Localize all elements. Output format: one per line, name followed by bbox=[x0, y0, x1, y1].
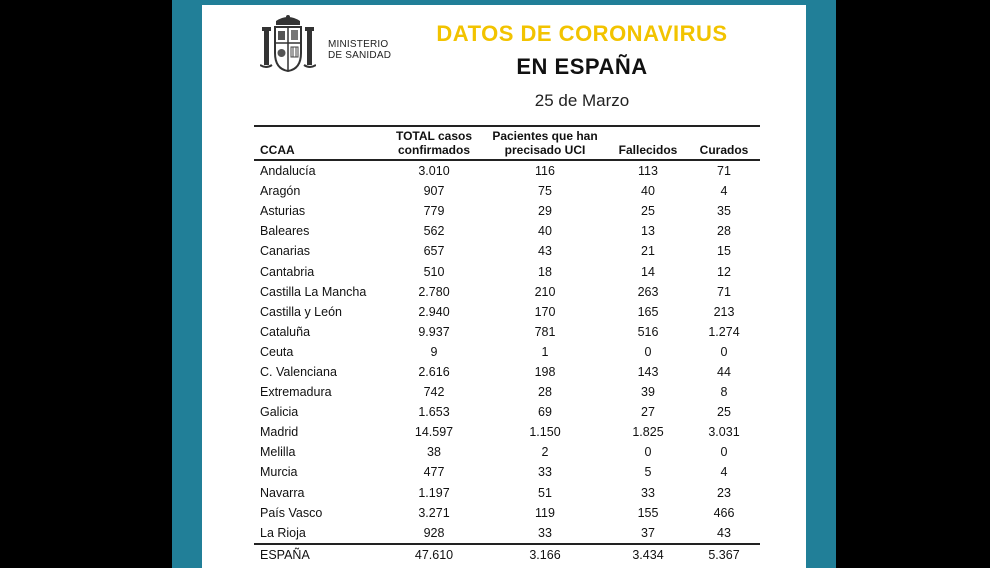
cell-uci: 210 bbox=[534, 284, 556, 299]
cell-curados: 28 bbox=[717, 224, 731, 239]
cell-ccaa: Baleares bbox=[260, 224, 310, 239]
cell-total-cases: 2.780 bbox=[418, 284, 450, 299]
cell-uci: 119 bbox=[535, 505, 555, 520]
cell-curados: 25 bbox=[717, 405, 731, 420]
header-curados: Curados bbox=[699, 143, 749, 157]
cell-fallecidos: 33 bbox=[641, 485, 655, 500]
table-row bbox=[254, 523, 760, 544]
cell-total-cases: 2.940 bbox=[418, 304, 450, 319]
cell-ccaa: La Rioja bbox=[260, 525, 306, 540]
cell-total-cases: 14.597 bbox=[414, 425, 454, 440]
total-label: ESPAÑA bbox=[260, 547, 310, 562]
table-row bbox=[254, 302, 760, 322]
cell-uci: 1 bbox=[541, 344, 549, 359]
cell-curados: 15 bbox=[717, 244, 731, 259]
header-total-line-1: TOTAL casos bbox=[395, 129, 473, 143]
table-row bbox=[254, 342, 760, 362]
cell-fallecidos: 263 bbox=[637, 284, 659, 299]
cell-uci: 33 bbox=[538, 465, 552, 480]
infographic-sheet bbox=[202, 5, 806, 568]
cell-uci: 28 bbox=[538, 385, 552, 400]
header-uci-line-1: Pacientes que han bbox=[492, 129, 598, 143]
cell-uci: 29 bbox=[538, 204, 552, 219]
cell-fallecidos: 143 bbox=[637, 364, 659, 379]
cell-total-cases: 779 bbox=[423, 204, 445, 219]
cell-total-cases: 562 bbox=[423, 224, 445, 239]
cell-uci: 781 bbox=[534, 324, 556, 339]
title-line-2: EN ESPAÑA bbox=[516, 54, 648, 79]
table-row bbox=[254, 483, 760, 503]
total-uci: 3.166 bbox=[529, 547, 561, 562]
cell-ccaa: Galicia bbox=[260, 405, 299, 420]
cell-fallecidos: 27 bbox=[641, 405, 655, 420]
cell-ccaa: Cataluña bbox=[260, 324, 311, 339]
report-date: 25 de Marzo bbox=[534, 91, 630, 110]
cell-ccaa: Andalucía bbox=[260, 164, 316, 179]
title-line-1: DATOS DE CORONAVIRUS bbox=[436, 21, 728, 46]
cell-ccaa: Castilla y León bbox=[260, 304, 342, 319]
cell-curados: 213 bbox=[713, 304, 735, 319]
cell-fallecidos: 37 bbox=[641, 525, 655, 540]
cell-fallecidos: 40 bbox=[641, 184, 655, 199]
cell-total-cases: 907 bbox=[423, 184, 445, 199]
cell-curados: 71 bbox=[717, 164, 731, 179]
cell-total-cases: 510 bbox=[423, 264, 445, 279]
table-row bbox=[254, 402, 760, 422]
ministry-line-2: DE SANIDAD bbox=[328, 50, 392, 61]
cell-total-cases: 1.653 bbox=[418, 405, 450, 420]
cell-curados: 44 bbox=[717, 364, 731, 379]
cell-uci: 43 bbox=[538, 244, 552, 259]
cell-total-cases: 1.197 bbox=[418, 485, 450, 500]
table-row bbox=[254, 422, 760, 442]
cell-ccaa: País Vasco bbox=[260, 505, 323, 520]
cell-curados: 4 bbox=[720, 184, 728, 199]
table-total-row bbox=[254, 544, 760, 565]
cell-curados: 71 bbox=[717, 284, 731, 299]
cell-uci: 51 bbox=[538, 485, 552, 500]
cell-total-cases: 657 bbox=[423, 244, 445, 259]
cell-uci: 40 bbox=[538, 224, 552, 239]
cell-fallecidos: 155 bbox=[637, 505, 659, 520]
cell-uci: 170 bbox=[534, 304, 556, 319]
cell-curados: 8 bbox=[720, 385, 728, 400]
cell-fallecidos: 25 bbox=[641, 204, 655, 219]
cell-fallecidos: 165 bbox=[637, 304, 659, 319]
cell-ccaa: Aragón bbox=[260, 184, 301, 199]
table-row bbox=[254, 221, 760, 241]
table-row bbox=[254, 282, 760, 302]
cell-uci: 33 bbox=[538, 525, 552, 540]
cell-ccaa: Extremadura bbox=[260, 385, 332, 400]
cell-ccaa: Murcia bbox=[260, 465, 298, 480]
cell-ccaa: Cantabria bbox=[260, 264, 315, 279]
table-row bbox=[254, 462, 760, 482]
cell-ccaa: Canarias bbox=[260, 244, 311, 259]
total-cases: 47.610 bbox=[414, 547, 454, 562]
cell-fallecidos: 0 bbox=[644, 445, 652, 460]
total-fallecidos: 3.434 bbox=[632, 547, 664, 562]
table-row bbox=[254, 201, 760, 221]
cell-curados: 23 bbox=[717, 485, 731, 500]
cell-ccaa: C. Valenciana bbox=[260, 364, 337, 379]
cell-ccaa: Madrid bbox=[260, 425, 299, 440]
table-row bbox=[254, 503, 760, 523]
cell-uci: 116 bbox=[535, 164, 555, 179]
cell-uci: 198 bbox=[534, 364, 556, 379]
ministry-logo bbox=[260, 13, 400, 77]
cell-fallecidos: 5 bbox=[644, 465, 652, 480]
cell-ccaa: Melilla bbox=[260, 445, 296, 460]
table-row bbox=[254, 261, 760, 281]
table-row bbox=[254, 241, 760, 261]
cell-curados: 12 bbox=[717, 264, 731, 279]
table-row bbox=[254, 181, 760, 201]
cell-total-cases: 928 bbox=[423, 525, 445, 540]
cell-curados: 3.031 bbox=[708, 425, 740, 440]
cell-uci: 1.150 bbox=[529, 425, 561, 440]
spain-coat-of-arms-icon bbox=[260, 13, 316, 75]
cell-ccaa: Asturias bbox=[260, 204, 306, 219]
cell-ccaa: Ceuta bbox=[260, 344, 294, 359]
header-fallecidos: Fallecidos bbox=[618, 143, 678, 157]
ministry-line-1: MINISTERIO bbox=[328, 39, 389, 50]
header-ccaa: CCAA bbox=[260, 143, 295, 157]
cell-curados: 35 bbox=[717, 204, 731, 219]
table-row bbox=[254, 442, 760, 462]
cell-total-cases: 38 bbox=[427, 445, 441, 460]
cell-total-cases: 3.010 bbox=[418, 164, 450, 179]
header-total-cases bbox=[386, 126, 482, 160]
cell-fallecidos: 1.825 bbox=[632, 425, 664, 440]
table-row bbox=[254, 362, 760, 382]
total-curados: 5.367 bbox=[708, 547, 740, 562]
cell-total-cases: 2.616 bbox=[418, 364, 450, 379]
table-row bbox=[254, 322, 760, 342]
cell-curados: 0 bbox=[720, 445, 728, 460]
cell-total-cases: 742 bbox=[423, 385, 445, 400]
cell-uci: 2 bbox=[541, 445, 549, 460]
cell-uci: 18 bbox=[538, 264, 552, 279]
table-row bbox=[254, 160, 760, 181]
cell-fallecidos: 21 bbox=[641, 244, 655, 259]
cell-ccaa: Navarra bbox=[260, 485, 305, 500]
cell-fallecidos: 13 bbox=[641, 224, 655, 239]
header-total-line-2: confirmados bbox=[397, 143, 470, 157]
cell-fallecidos: 39 bbox=[641, 385, 655, 400]
ministry-name bbox=[328, 39, 391, 61]
cell-curados: 4 bbox=[720, 465, 728, 480]
cell-total-cases: 9.937 bbox=[418, 324, 450, 339]
cell-uci: 69 bbox=[538, 405, 552, 420]
cell-fallecidos: 113 bbox=[638, 164, 658, 179]
cell-curados: 1.274 bbox=[708, 324, 740, 339]
table-row bbox=[254, 382, 760, 402]
cell-ccaa: Castilla La Mancha bbox=[260, 284, 367, 299]
cell-fallecidos: 14 bbox=[641, 264, 655, 279]
cell-total-cases: 9 bbox=[430, 344, 438, 359]
cell-curados: 43 bbox=[717, 525, 731, 540]
table-header-row bbox=[254, 126, 760, 160]
header-uci-line-2: precisado UCI bbox=[504, 143, 586, 157]
header-uci bbox=[482, 126, 608, 160]
cell-curados: 0 bbox=[720, 344, 728, 359]
cell-fallecidos: 0 bbox=[644, 344, 652, 359]
cell-total-cases: 3.271 bbox=[418, 505, 450, 520]
cell-curados: 466 bbox=[713, 505, 735, 520]
cell-fallecidos: 516 bbox=[637, 324, 659, 339]
data-table bbox=[254, 125, 760, 565]
cell-total-cases: 477 bbox=[423, 465, 445, 480]
cell-uci: 75 bbox=[538, 184, 552, 199]
